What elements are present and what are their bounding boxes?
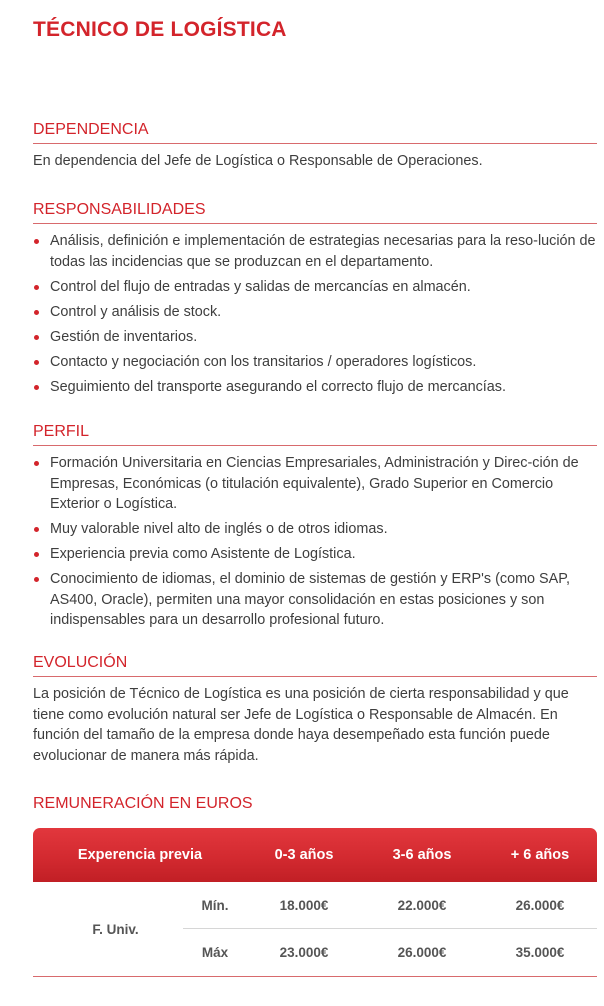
section-heading: DEPENDENCIA (33, 120, 597, 144)
table-row (183, 929, 597, 975)
section-dependencia (33, 120, 597, 172)
list-item: Gestión de inventarios. (33, 327, 597, 348)
table-cell: 22.000€ (397, 897, 447, 913)
section-heading: PERFIL (33, 422, 597, 446)
table-cell: 26.000€ (397, 944, 447, 960)
section-perfil (33, 422, 597, 635)
salary-table-header (33, 828, 597, 882)
list-item: Experiencia previa como Asistente de Logística. (33, 544, 597, 565)
table-cell: 35.000€ (515, 944, 565, 960)
list-item: Contacto y negociación con los transitarios / operadores logísticos. (33, 352, 597, 373)
list-item: Conocimiento de idiomas, el dominio de sistemas de gestión y ERP's (como SAP, AS400, Oracle), permiten una mayor consolidación en estas posiciones y son indispensables para un desarrollo profesional futuro. (33, 569, 597, 631)
section-remuneracion (33, 794, 597, 817)
list-item: Control y análisis de stock. (33, 302, 597, 323)
salary-table (33, 828, 597, 977)
section-evolucion (33, 653, 597, 766)
table-cell: 18.000€ (279, 897, 329, 913)
section-heading: RESPONSABILIDADES (33, 200, 597, 224)
header-0-3: 0-3 años (274, 847, 334, 863)
responsabilidades-list (33, 231, 597, 397)
page-title: TÉCNICO DE LOGÍSTICA (33, 18, 287, 41)
salary-table-body (33, 882, 597, 977)
header-6-plus: + 6 años (510, 847, 570, 863)
list-item: Muy valorable nivel alto de inglés o de otros idiomas. (33, 519, 597, 540)
header-3-6: 3-6 años (392, 847, 452, 863)
dependencia-text: En dependencia del Jefe de Logística o Responsable de Operaciones. (33, 153, 483, 169)
section-responsabilidades (33, 200, 597, 402)
header-experiencia: Experencia previa (77, 847, 203, 863)
row-label: Mín. (201, 897, 229, 913)
row-label: Máx (201, 944, 229, 960)
section-heading: EVOLUCIÓN (33, 653, 597, 677)
table-row (183, 882, 597, 929)
list-item: Análisis, definición e implementación de estrategias necesarias para la reso-lución de todas las incidencias que se produzcan en el departamento. (33, 231, 597, 272)
table-cell: 26.000€ (515, 897, 565, 913)
list-item: Control del flujo de entradas y salidas de mercancías en almacén. (33, 277, 597, 298)
perfil-list (33, 453, 597, 631)
table-cell: 23.000€ (279, 944, 329, 960)
list-item: Formación Universitaria en Ciencias Empresariales, Administración y Direc-ción de Empresas, Económicas (o titulación equivalente), Grado Superior en Comercio Exterior o Logística. (33, 453, 597, 515)
list-item: Seguimiento del transporte asegurando el correcto flujo de mercancías. (33, 377, 597, 398)
evolucion-text: La posición de Técnico de Logística es una posición de cierta responsabilidad y que tiene como evolución natural ser Jefe de Logística o Responsable de Almacén. En función del tamaño de la empresa donde haya desempeñado esta función puede evolucionar de manera más rápida. (33, 686, 569, 764)
section-heading: REMUNERACIÓN EN EUROS (33, 795, 253, 812)
row-group-label: F. Univ. (92, 921, 139, 937)
